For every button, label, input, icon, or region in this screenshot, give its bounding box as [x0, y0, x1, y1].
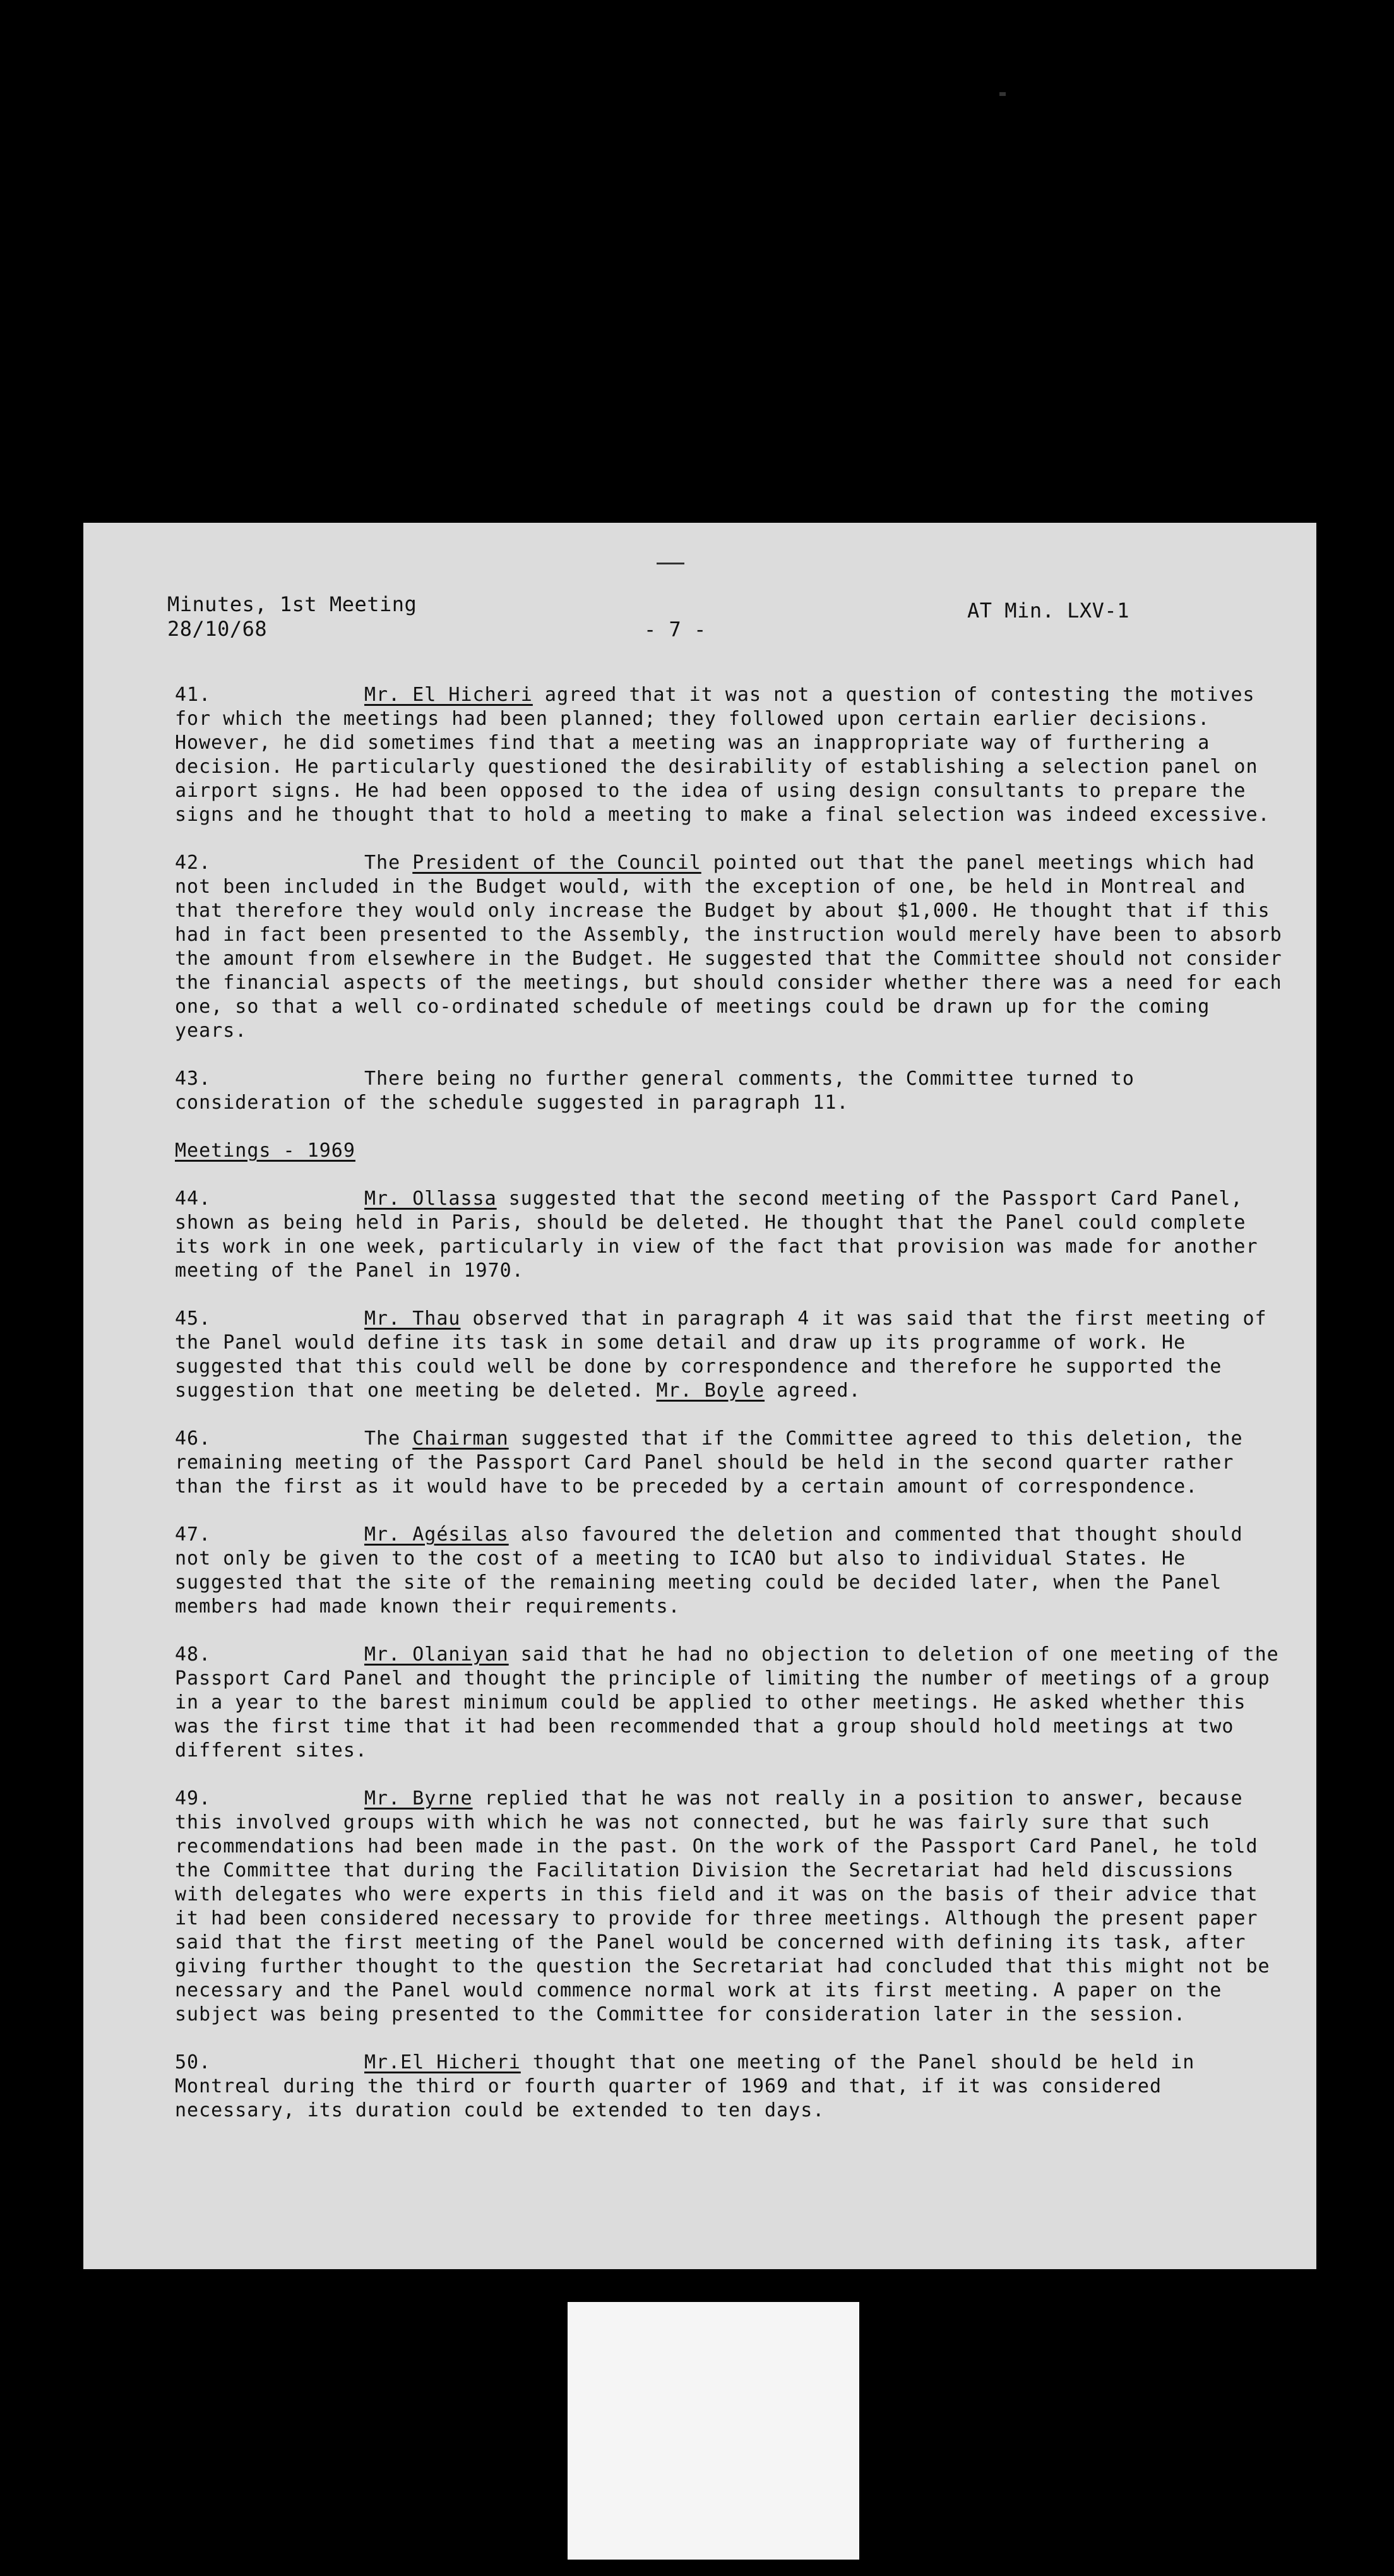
paragraph-text: suggested that if the Committee agreed to this deletion, the remaining meeting of the Passport Card Panel should be held in the second quarter rather than the first as it would have to be preceded by a certain amount of correspondence.: [175, 1428, 1243, 1498]
section-heading: Meetings - 1969: [175, 1140, 355, 1162]
paragraph-46: [175, 1427, 1286, 1499]
paragraph-43: [175, 1067, 1286, 1115]
paragraph-45: [175, 1307, 1286, 1403]
header-left: [167, 592, 417, 641]
speaker-name: Mr. Thau: [364, 1308, 461, 1330]
speaker-name-2: Mr. Boyle: [656, 1380, 765, 1402]
top-dash-mark: [657, 563, 684, 564]
paragraph-number: 44.: [175, 1188, 211, 1210]
speaker-name: President of the Council: [412, 852, 701, 874]
speaker-name: Mr. Agésilas: [364, 1524, 509, 1546]
paragraph-number: 42.: [175, 852, 211, 874]
document-reference: AT Min. LXV-1: [967, 599, 1129, 623]
paragraph-44: [175, 1187, 1286, 1283]
speaker-name: Mr. El Hicheri: [364, 684, 533, 706]
header-meeting: Minutes, 1st Meeting: [167, 592, 417, 616]
paragraph-text-2: agreed.: [765, 1380, 861, 1402]
paragraph-text: observed that in paragraph 4 it was said that the first meeting of the Panel would define its task in some detail and draw up its programme of work. He suggested that this could well be done by correspondence and therefore he supported the suggestion that one meeting be deleted.: [175, 1308, 1267, 1402]
paragraph-prefix: The: [364, 1428, 413, 1450]
paragraph-47: [175, 1523, 1286, 1619]
paragraph-number: 49.: [175, 1787, 211, 1810]
paragraph-48: [175, 1643, 1286, 1763]
paragraph-number: 50.: [175, 2051, 211, 2073]
document-body: [175, 683, 1286, 2147]
paragraph-text: There being no further general comments, the Committee turned to consideration of the schedule suggested in paragraph 11.: [175, 1068, 1135, 1114]
header-date: 28/10/68: [167, 617, 268, 641]
paragraph-text: said that he had no objection to deletion of one meeting of the Passport Card Panel and thought the principle of limiting the number of meetings of a group in a year to the barest minimum could be applied to other meetings. He asked whether this was the first time that it had been recommended that a group should hold meetings at two different sites.: [175, 1643, 1279, 1762]
speaker-name: Mr.El Hicheri: [364, 2051, 521, 2073]
paragraph-number: 46.: [175, 1428, 211, 1450]
blank-card: [568, 2302, 859, 2560]
paragraph-text: thought that one meeting of the Panel should be held in Montreal during the third or fourth quarter of 1969 and that, if it was considered necessary, its duration could be extended to ten days.: [175, 2051, 1195, 2121]
speaker-name: Mr. Olaniyan: [364, 1643, 509, 1666]
speaker-name: Chairman: [412, 1428, 509, 1450]
paragraph-number: 47.: [175, 1524, 211, 1546]
paragraph-number: 41.: [175, 684, 211, 706]
paragraph-41: [175, 683, 1286, 827]
paragraph-49: [175, 1787, 1286, 2027]
paragraph-number: 45.: [175, 1308, 211, 1330]
speaker-name: Mr. Byrne: [364, 1787, 473, 1810]
scan-speck: [999, 92, 1006, 96]
paragraph-text: also favoured the deletion and commented that thought should not only be given to the cost of a meeting to ICAO but also to individual States. He suggested that the site of the remaining meeting could be decided later, when the Panel members had made known their requirements.: [175, 1524, 1243, 1618]
paragraph-prefix: The: [364, 852, 413, 874]
paragraph-text: replied that he was not really in a position to answer, because this involved groups with which he was not connected, but he was fairly sure that such recommendations had been made in the past. On the work of the Passport Card Panel, he told the Committee that during the Facilitation Division the Secretariat had held discussions with delegates who were experts in this field and it was on the basis of their advice that it had been considered necessary to provide for three meetings. Although the present paper said that the first meeting of the Panel would be concerned with defining its task, after giving further thought to the question the Secretariat had concluded that this might not be necessary and the Panel would commence normal work at its first meeting. A paper on the subject was being presented to the Committee for consideration later in the session.: [175, 1787, 1270, 2025]
page-number: - 7 -: [644, 617, 706, 641]
paragraph-50: [175, 2051, 1286, 2123]
paragraph-text: pointed out that the panel meetings which had not been included in the Budget would, with the exception of one, be held in Montreal and that therefore they would only increase the Budget by about $1,000. He thought that if this had in fact been presented to the Assembly, the instruction would merely have been to absorb the amount from elsewhere in the Budget. He suggested that the Committee should not consider the financial aspects of the meetings, but should consider whether there was a need for each one, so that a well co-ordinated schedule of meetings could be drawn up for the coming years.: [175, 852, 1282, 1042]
document-page: [83, 523, 1316, 2269]
paragraph-number: 43.: [175, 1068, 211, 1090]
paragraph-text: agreed that it was not a question of contesting the motives for which the meetings had been planned; they followed upon certain earlier decisions. However, he did sometimes find that a meeting was an inappropriate way of furthering a decision. He particularly questioned the desirability of establishing a selection panel on airport signs. He had been opposed to the idea of using design consultants to prepare the signs and he thought that to hold a meeting to make a final selection was indeed excessive.: [175, 684, 1270, 826]
speaker-name: Mr. Ollassa: [364, 1188, 497, 1210]
paragraph-text: suggested that the second meeting of the Passport Card Panel, shown as being held in Paris, should be deleted. He thought that the Panel could complete its work in one week, particularly in view of the fact that provision was made for another meeting of the Panel in 1970.: [175, 1188, 1258, 1282]
paragraph-42: [175, 851, 1286, 1043]
paragraph-number: 48.: [175, 1643, 211, 1666]
